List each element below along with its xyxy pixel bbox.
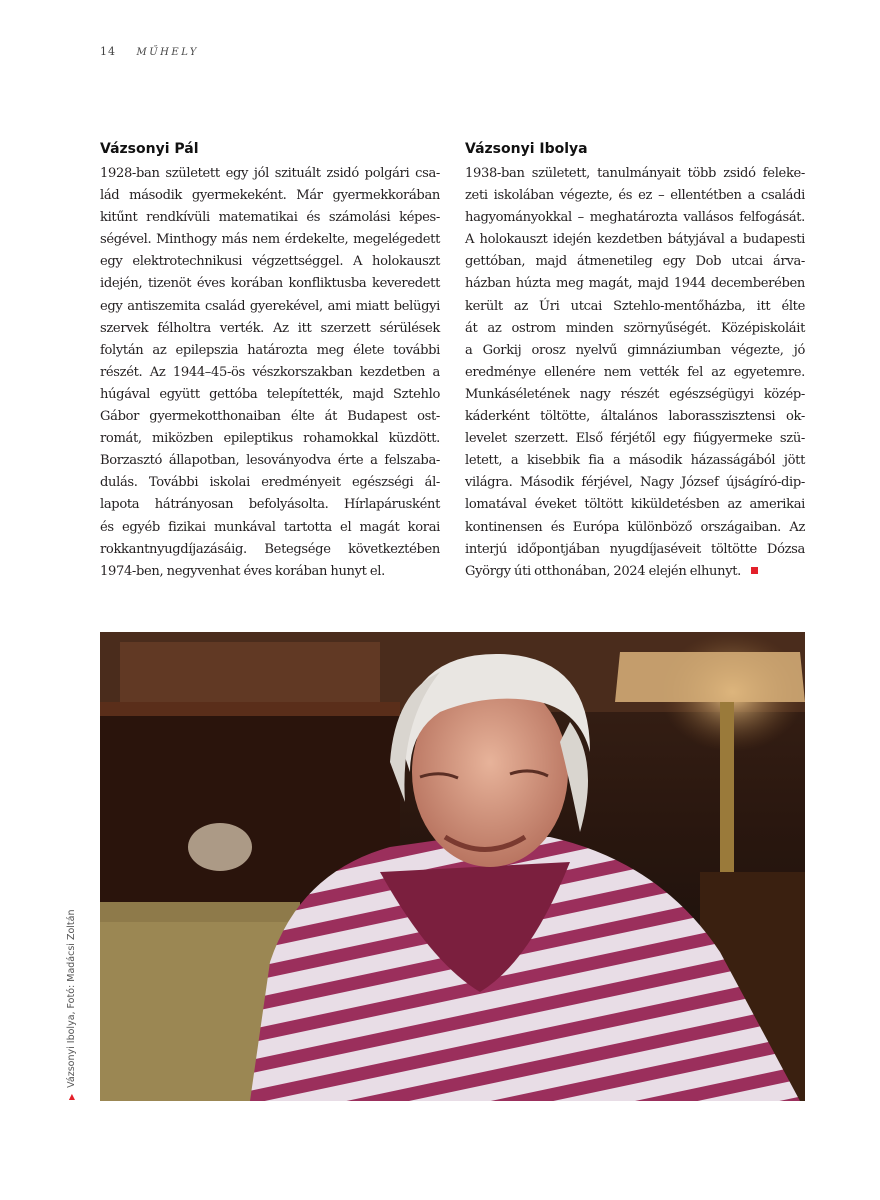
text-line: 1938-ban született, tanulmányait több zsidó feleke-	[465, 166, 805, 181]
text-line: lomatával éveket töltött kiküldetésben az amerikai	[465, 497, 805, 513]
text-line: György úti otthonában, 2024 elején elhunyt.	[465, 561, 805, 583]
text-line: káderként töltötte, általános laborasszisztensi ok-	[465, 409, 805, 425]
text-line: folytán az epilepszia határozta meg élete további	[100, 342, 440, 358]
text-line: szervek félholtra verték. Az itt szerzett sérülések	[100, 320, 440, 336]
text-line: lád második gyermekeként. Már gyermekkorában	[100, 188, 440, 204]
bio-column-ibolya	[465, 139, 805, 583]
text-line: 1974-ben, negyvenhat éves korában hunyt el.	[100, 563, 385, 579]
portrait-photo	[100, 632, 805, 1101]
text-line: levelet szerzett. Első férjétől egy fiúgyermeke szü-	[465, 431, 805, 447]
text-line: eredménye ellenére nem vették fel az egyetemre.	[465, 364, 805, 380]
text-line: Borzasztó állapotban, lesoványodva érte a felszaba-	[100, 453, 440, 469]
bio-heading: Vázsonyi Pál	[100, 141, 199, 157]
text-line: a Gorkij orosz nyelvű gimnáziumban végezte, jó	[465, 342, 805, 358]
end-of-article-icon	[751, 567, 758, 574]
text-line: interjú időpontjában nyugdíjaséveit töltötte Dózsa	[465, 541, 805, 557]
text-line: világra. Második férjével, Nagy József újságíró-dip-	[465, 475, 805, 491]
text-line: hagyományokkal – meghatározta vallásos felfogását.	[465, 210, 805, 226]
portrait-illustration	[100, 632, 805, 1101]
text-line: egy elektrotechnikusi végzettséggel. A holokauszt	[100, 254, 440, 270]
text-line: át az ostrom minden szörnyűségét. Középiskoláit	[465, 320, 805, 336]
text-line: kitűnt rendkívüli matematikai és számolási képes-	[100, 210, 440, 226]
text-line: ségével. Minthogy más nem érdekelte, megelégedett	[100, 232, 440, 248]
text-line: kontinensen és Európa különböző országaiban. Az	[465, 519, 805, 535]
text-line: Munkáséletének nagy részét egészségügyi közép-	[465, 386, 805, 402]
bio-text	[100, 163, 440, 583]
photo-credit: Vázsonyi Ibolya, Fotó: Madácsi Zoltán	[66, 909, 77, 1088]
text-line: letett, a kisebbik fia a második házasságából jött	[465, 453, 805, 469]
text-line: zeti iskolában végezte, és ez – ellentétben a családi	[465, 188, 805, 204]
running-head	[100, 45, 199, 58]
text-line: rokkantnyugdíjazásáig. Betegsége következtében	[100, 541, 440, 557]
text-line: részét. Az 1944–45-ös vészkorszakban kezdetben a	[100, 364, 440, 380]
section-title: MŰHELY	[136, 47, 199, 58]
text-line: dulás. További iskolai eredményeit egészségi ál-	[100, 475, 440, 491]
text-line: került az Úri utcai Sztehlo-mentőházba, itt élte	[465, 298, 805, 314]
bio-column-pal	[100, 139, 440, 583]
photo-caption	[66, 910, 77, 1100]
text-line: 1928-ban született egy jól szituált zsidó polgári csa-	[100, 166, 440, 181]
text-line: lapota hátrányosan befolyásolta. Hírlapárusként	[100, 497, 440, 513]
caption-marker-icon: ▶	[67, 1093, 76, 1100]
page-number: 14	[100, 45, 116, 58]
text-line: egy antiszemita család gyerekével, ami miatt belügyi	[100, 298, 440, 314]
text-line: és egyéb fizikai munkával tartotta el magát korai	[100, 519, 440, 535]
bio-heading: Vázsonyi Ibolya	[465, 141, 588, 157]
text-line: Gábor gyermekotthonaiban élte át Budapest ost-	[100, 409, 440, 425]
text-line: idején, tizenöt éves korában konfliktusba keveredett	[100, 276, 440, 292]
text-line: húgával együtt gettóba telepítették, majd Sztehlo	[100, 386, 440, 402]
text-line: házban húzta meg magát, majd 1944 decemberében	[465, 276, 805, 292]
text-line: romát, miközben epileptikus rohamokkal küzdött.	[100, 431, 440, 447]
text-line: gettóban, majd átmenetileg egy Dob utcai árva-	[465, 254, 805, 270]
bio-text	[465, 163, 805, 583]
text-line: A holokauszt idején kezdetben bátyjával a budapesti	[465, 232, 805, 248]
